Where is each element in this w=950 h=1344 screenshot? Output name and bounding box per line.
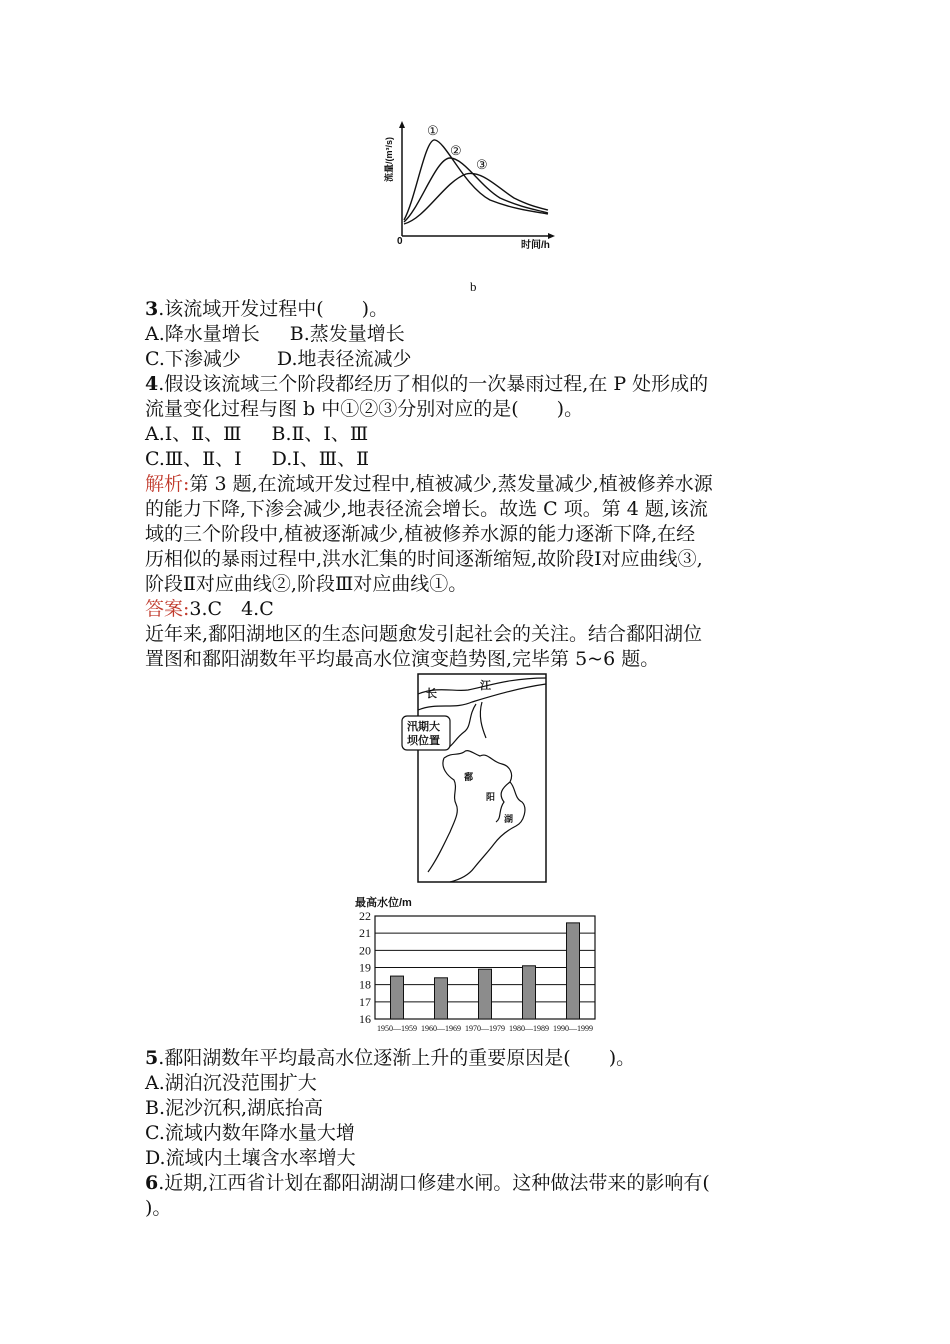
question-5: 5.鄱阳湖数年平均最高水位逐渐上升的重要原因是( )。 xyxy=(145,1047,636,1069)
map-dam-label-line1: 汛期大 xyxy=(407,721,440,733)
analysis-line3: 域的三个阶段中,植被逐渐减少,植被修养水源的能力逐渐下降,在经 xyxy=(145,523,696,545)
water-level-bar-chart xyxy=(345,888,615,1038)
chart-bar xyxy=(523,966,536,1019)
map-lake-char-1: 鄱 xyxy=(464,772,474,782)
chart-x-tick-label: 1970—1979 xyxy=(465,1024,505,1033)
chart-y-tick-label: 16 xyxy=(359,1012,371,1026)
chart-bar xyxy=(479,969,492,1019)
question-4-options-ab: A.Ⅰ、Ⅱ、Ⅲ B.Ⅱ、Ⅰ、Ⅲ xyxy=(145,423,369,445)
question-5-option-c: C.流域内数年降水量大增 xyxy=(145,1122,355,1144)
question-5-option-a: A.湖泊沉没范围扩大 xyxy=(145,1072,317,1094)
chart-y-tick-label: 20 xyxy=(359,943,371,958)
curve-label-1: ① xyxy=(427,123,439,138)
question-6: 6.近期,江西省计划在鄱阳湖湖口修建水闸。这种做法带来的影响有( xyxy=(145,1172,710,1194)
analysis-line2: 的能力下降,下渗会减少,地表径流会增长。故选 C 项。第 4 题,该流 xyxy=(145,498,708,520)
answer: 答案:3.C 4.C xyxy=(145,598,274,620)
chart-x-tick-label: 1950—1959 xyxy=(377,1024,417,1033)
map-lake-char-2: 阳 xyxy=(486,792,496,802)
question-block-3-4 xyxy=(145,297,815,672)
map-river-char-1: 长 xyxy=(426,688,437,700)
question-5-option-b: B.泥沙沉积,湖底抬高 xyxy=(145,1097,324,1119)
x-axis-label: 时间/h xyxy=(521,240,550,251)
hydrograph-figure xyxy=(380,118,570,258)
figure-caption: b xyxy=(470,279,477,294)
chart-x-tick-label: 1960—1969 xyxy=(421,1024,461,1033)
question-4: 4.假设该流域三个阶段都经历了相似的一次暴雨过程,在 P 处形成的 xyxy=(145,373,709,395)
chart-y-axis-label: 最高水位/m xyxy=(355,897,412,909)
chart-bar xyxy=(391,976,404,1019)
curve-label-3: ③ xyxy=(476,157,488,172)
chart-bar xyxy=(435,978,448,1019)
chart-y-tick-label: 21 xyxy=(359,926,371,941)
intro-line1: 近年来,鄱阳湖地区的生态问题愈发引起社会的关注。结合鄱阳湖位 xyxy=(145,623,703,645)
chart-x-tick-label: 1980—1989 xyxy=(509,1024,549,1033)
question-block-5-6 xyxy=(145,1046,815,1221)
chart-bar xyxy=(567,923,580,1019)
chart-x-tick-label: 1990—1999 xyxy=(553,1024,593,1033)
chart-y-tick-label: 17 xyxy=(359,994,371,1009)
question-5-option-d: D.流域内土壤含水率增大 xyxy=(145,1147,356,1169)
question-3-options-cd: C.下渗减少 D.地表径流减少 xyxy=(145,348,412,370)
map-dam-label-line2: 坝位置 xyxy=(407,735,440,747)
analysis-line5: 阶段Ⅱ对应曲线②,阶段Ⅲ对应曲线①。 xyxy=(145,573,468,595)
origin-label: 0 xyxy=(397,236,403,247)
question-4-options-cd: C.Ⅲ、Ⅱ、Ⅰ D.Ⅰ、Ⅲ、Ⅱ xyxy=(145,448,369,470)
chart-y-tick-label: 18 xyxy=(359,977,371,992)
analysis-line4: 历相似的暴雨过程中,洪水汇集的时间逐渐缩短,故阶段Ⅰ对应曲线③, xyxy=(145,548,703,570)
curve-label-2: ② xyxy=(450,143,462,158)
question-3-options-ab: A.降水量增长 B.蒸发量增长 xyxy=(145,323,405,345)
y-axis-label: 流量/(m³/s) xyxy=(384,136,394,182)
analysis: 解析:第 3 题,在流域开发过程中,植被减少,蒸发量减少,植被修养水源 xyxy=(145,473,713,495)
question-3: 3.该流域开发过程中( )。 xyxy=(145,298,389,320)
chart-y-tick-label: 22 xyxy=(359,909,371,923)
poyang-lake-map xyxy=(398,672,550,884)
map-river-char-2: 江 xyxy=(480,680,491,692)
question-4-line2: 流量变化过程与图 b 中①②③分别对应的是( )。 xyxy=(145,398,584,420)
map-lake-char-3: 湖 xyxy=(504,814,514,824)
intro-line2: 置图和鄱阳湖数年平均最高水位演变趋势图,完毕第 5~6 题。 xyxy=(145,648,660,670)
chart-y-tick-label: 19 xyxy=(359,960,371,975)
question-6-line2: )。 xyxy=(145,1197,172,1219)
